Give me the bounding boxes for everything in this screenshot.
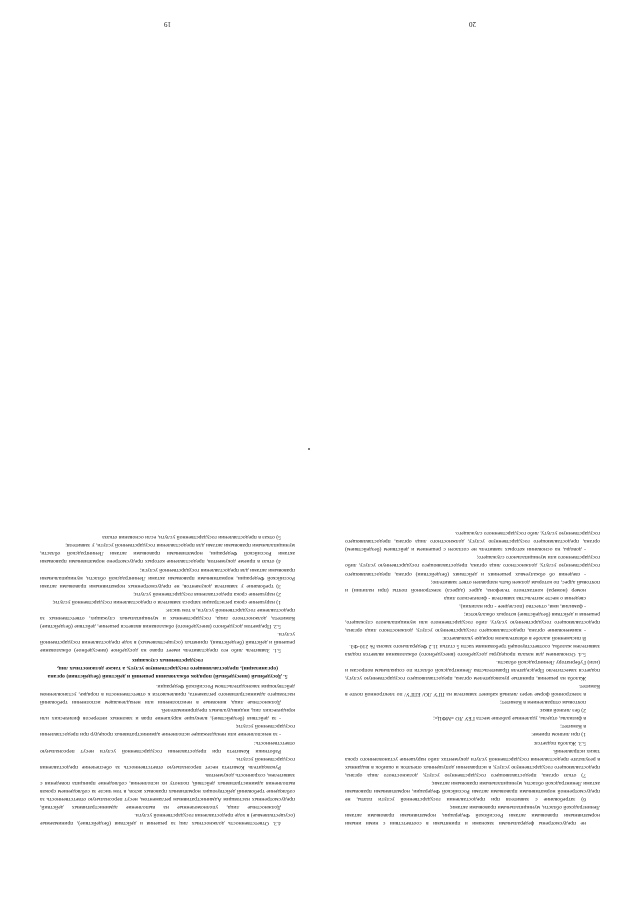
paragraph: Работники Комитета при предоставлении государственной услуги несут персональную ответственность: — [40, 739, 295, 754]
paragraph: 5) отказ в предоставлении государственной услуги, если основания отказа — [102, 534, 281, 541]
page-20-text — [345, 529, 600, 827]
paragraph: - за действия (бездействие), влекущие нарушение прав и законных интересов физических или юридических лиц, индивидуальных предпринимателей. — [40, 707, 295, 722]
paragraph: 1) нарушение срока регистрации запроса заявителя о предоставлении государственной услуги; — [52, 598, 281, 605]
paragraph: 5.2. Предметом досудебного (внесудебного) обжалования является решение, действие (бездействие) Комитета, должностного лица, государственных и муниципальных служащих, ответственных за предоставление государственной услуги, в том числе: — [40, 606, 295, 629]
paragraph: не предусмотрены федеральными законами и принятыми в соответствии с ними иными нормативными правовыми актами Российской Федерации, нормативными правовыми актами Ленинградской области, муниципальными правовыми актами; — [345, 803, 600, 826]
paragraph: 5.4. Основанием для начала процедуры досудебного (внесудебного) обжалования является подача заявителем жалобы, соответствующей требованиям части 5 статьи 11.2 Федерального закона № 210-ФЗ. — [345, 642, 600, 658]
paragraph: 4.3. Ответственность должностных лиц за решения и действия (бездействие), принимаемые (осуществляемые) в ходе предоставления государственной услуги. — [40, 811, 295, 826]
paragraph: - доводы, на основании которых заявитель не согласен с решением и действием (бездействием) органа, предоставляющего государственную услугу, должностного лица органа, предоставляющего государственную услугу, либо государственного служащего. — [345, 530, 600, 553]
paragraph: 2) нарушение срока предоставления государственной услуги; — [133, 590, 281, 597]
paragraph: - сведения об обжалуемых решениях и действиях (бездействии) органа, предоставляющего государственную услугу, должностного лица органа, предоставляющего государственную услугу, либо государственного или муниципального служащего; — [345, 554, 600, 577]
paragraph: в электронной форме через личный кабинет заявителя на ПГУ ЛО/ ЕПГУ/ по электронной почте в Комитет. — [345, 683, 600, 698]
paragraph: - фамилия, имя, отчество (последнее - при наличии), — [459, 602, 586, 609]
paragraph: 6) затребование с заявителя при предоставлении государственной услуги платы, не предусмотренной нормативными правовыми актами Российской Федерации, нормативными правовыми актами Ленинградской области, муниципальными правовыми актами; — [345, 779, 600, 802]
paragraph: почтовым отправлением в Комитет; — [500, 699, 586, 706]
paragraph: 5.1. Заявитель либо его представитель имеет право на досудебное (внесудебное) обжалование решений и действий (бездействия), принятых (осуществляемых) в ходе предоставления государственной услуги. — [40, 630, 295, 654]
page-19-text — [40, 533, 295, 827]
paragraph: Должностные лица, уполномоченные на выполнение административных действий, предусмотренных настоящим Административным регламентом, несут персональную ответственность за соблюдение требований действующих нормативных правовых актов, в том числе за соблюдением сроков выполнения административных действий, полноту их исполнения, соблюдение принципа поведения с заявителем, сохранность документов. — [40, 771, 295, 810]
paragraph: в филиалы, отделы, удаленные рабочие места ГБУ ЛО «МФЦ»; — [433, 715, 586, 722]
paragraph: - за неисполнение или ненадлежащее исполнение административных процедур при предоставлении государственной услуги; — [40, 723, 295, 738]
paragraph: - наименование органа, предоставляющего государственную услугу, должностного лица органа, предоставляющего государственную услугу, либо государственного или муниципального служащего, решения и действия (бездействие) которых обжалуются; — [345, 610, 600, 633]
paragraph: 5.3. Жалоба подается: — [533, 739, 586, 746]
paragraph: 1) при личном приеме: — [531, 731, 586, 738]
paragraph: в Комитет; — [560, 723, 586, 730]
section-heading: 5. Досудебный (внесудебный) порядок обжалования решений и действий (бездействия) органа (организации), предоставляющего государственную услугу, а также должностных лиц, государственных служащих — [47, 657, 288, 680]
paragraph: 4) отказ в приеме документов, предоставление которых предусмотрено нормативными правовыми актами Российской Федерации, нормативными правовыми актами Ленинградской области, муниципальными правовыми актами для предоставления государственной услуги, у заявителя; — [40, 542, 295, 565]
page-number-19: 19 — [164, 20, 171, 28]
paragraph: номер (номера) контактного телефона, адрес (адреса) электронной почты (при наличии) и почтовый адрес, по которым должен быть направлен ответ заявителю; — [345, 578, 600, 593]
paragraph: 3) требование у заявителя документов, не предусмотренных нормативными правовыми актами Российской Федерации, нормативными правовыми актами Ленинградской области, муниципальными правовыми актами для предоставления государственной услуги; — [40, 566, 295, 589]
paragraph: Должностные лица, виновные в неисполнении или ненадлежащем исполнении требований настоящего административного регламента, привлекаются к ответственности в порядке, установленном действующим законодательством Российской Федерации. — [40, 683, 295, 706]
paragraph: Жалоба на решения, принятые руководителем органа, предоставляющего государственную услугу, подается заместителю Председателя Правительства Ленинградской области по социальным вопросам и (или) Губернатору Ленинградской области. — [345, 659, 600, 682]
scan-speck — [308, 448, 310, 450]
paragraph: В письменной жалобе в обязательном порядке указывается: — [442, 634, 586, 641]
paragraph: Руководитель Комитета несет персональную ответственность за обеспечение предоставления государственной услуги. — [40, 755, 295, 770]
paragraph: сведения о месте жительства заявителя - физического лица — [443, 594, 586, 601]
paragraph: 2) без личной явки: — [539, 707, 586, 714]
page-number-20: 20 — [469, 20, 476, 28]
paragraph: 7) отказ органа, предоставляющего государственную услугу, должностного лица органа, предоставляющего государственную услугу, в исправлении допущенных опечаток и ошибок в выданных в результате предоставления государственной услуги документах либо нарушение установленного срока таких исправлений. — [345, 747, 600, 778]
